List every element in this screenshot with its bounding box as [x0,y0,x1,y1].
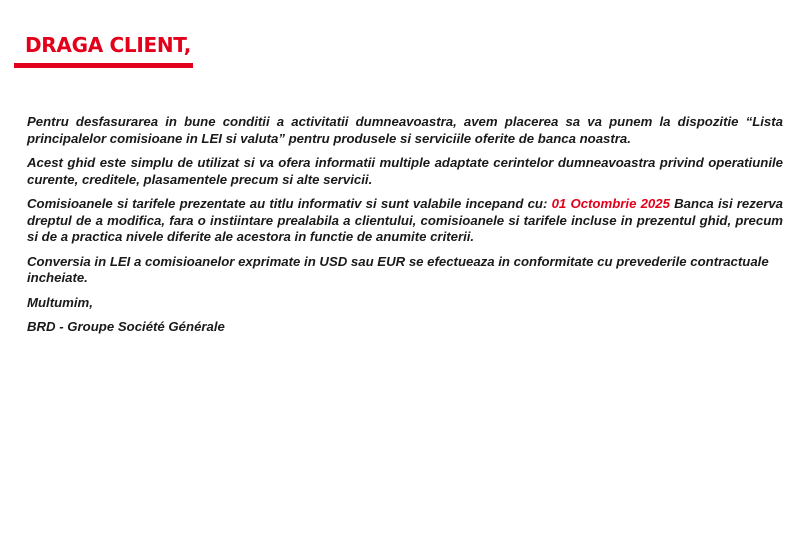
validity-date: 01 Octombrie 2025 [551,196,670,211]
letter-body [27,114,783,344]
validity-paragraph [27,196,783,246]
signature-text: BRD - Groupe Société Générale [27,319,225,334]
validity-text-start: Comisioanele si tarifele prezentate au titlu informativ si sunt valabile incepand cu: [27,196,552,211]
page-title: DRAGA CLIENT, [25,33,192,57]
guide-paragraph: Acest ghid este simplu de utilizat si va ofera informatii multiple adaptate cerintelor dumneavoastra privind operatiunile curente, creditele, plasamentele precum si alte servicii. [27,155,783,187]
conversion-paragraph: Conversia in LEI a comisioanelor exprimate in USD sau EUR se efectueaza in conformitate cu prevederile contractuale incheiate. [27,253,769,285]
intro-paragraph: Pentru desfasurarea in bune conditii a activitatii dumneavoastra, avem placerea sa va punem la dispozitie “Lista principalelor comisioane in LEI si valuta” pentru produsele si serviciile oferite de banca noastra. [27,114,783,146]
closing-text: Multumim, [27,294,93,310]
title-underline [14,63,193,68]
validity-text-end: Banca isi rezerva dreptul de a modifica, fara o instiintare prealabila a clientului, comisioanele si tarifele incluse in prezentul ghid, precum si de a practica nivele diferite ale acestora in functie de anumite criterii. [27,196,783,244]
